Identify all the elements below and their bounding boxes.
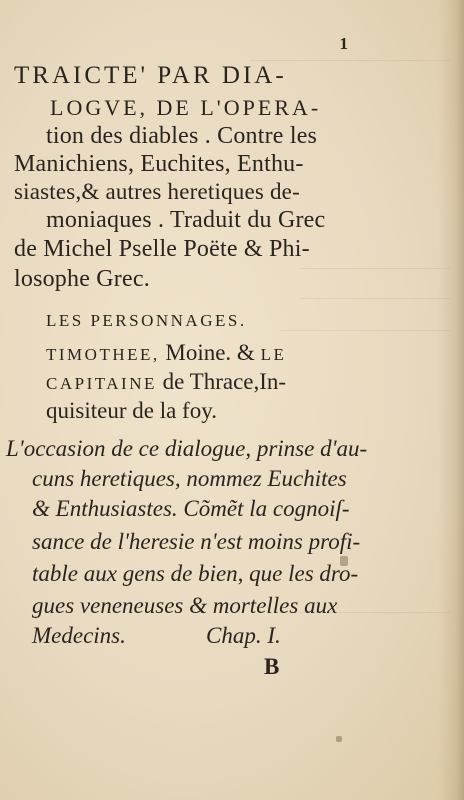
argument-line-6: gues veneneuses & mortelles aux bbox=[32, 593, 338, 618]
character-line-2 bbox=[46, 370, 286, 393]
page-number: 1 bbox=[339, 34, 348, 53]
bleed-through-line bbox=[300, 268, 450, 269]
bleed-through-line bbox=[250, 60, 450, 61]
character-desc: de Thrace,In- bbox=[162, 369, 287, 394]
character-line-1 bbox=[46, 341, 286, 364]
character-desc: Moine. & bbox=[165, 340, 255, 365]
title-line-2: LOGVE, DE L'OPERA- bbox=[50, 95, 322, 120]
argument-line-7-right: Chap. I. bbox=[206, 623, 281, 648]
character-article: LE bbox=[260, 345, 287, 364]
title-line-6: moniaques . Traduit du Grec bbox=[46, 207, 326, 233]
signature-mark: B bbox=[264, 654, 280, 679]
title-line-1: TRAICTE' PAR DIA- bbox=[14, 62, 287, 89]
title-line-8: losophe Grec. bbox=[14, 266, 150, 292]
argument-line-5: table aux gens de bien, que les dro- bbox=[32, 561, 359, 586]
argument-line-4: sance de l'heresie n'est moins profi- bbox=[32, 529, 361, 554]
character-name-timothee: TIMOTHEE, bbox=[46, 345, 160, 364]
character-name-capitaine: CAPITAINE bbox=[46, 374, 157, 393]
title-line-5: siastes,& autres heretiques de- bbox=[14, 179, 300, 204]
argument-line-1: L'occasion de ce dialogue, prinse d'au- bbox=[6, 436, 368, 461]
argument-line-3: & Enthusiastes. Cõmẽt la cognoiſ- bbox=[32, 496, 350, 521]
title-line-7: de Michel Pselle Poëte & Phi- bbox=[14, 236, 310, 262]
ink-smudge bbox=[336, 736, 342, 742]
argument-line-7-left: Medecins. bbox=[32, 623, 126, 648]
argument-line-2: cuns heretiques, nommez Euchites bbox=[32, 466, 347, 491]
ink-smudge bbox=[340, 556, 348, 566]
gutter-shadow bbox=[438, 0, 464, 800]
title-line-4: Manichiens, Euchites, Enthu- bbox=[14, 151, 304, 177]
bleed-through-line bbox=[280, 330, 450, 331]
bleed-through-line bbox=[300, 298, 450, 299]
personnages-heading: LES PERSONNAGES. bbox=[46, 311, 247, 330]
title-line-3: tion des diables . Contre les bbox=[46, 123, 318, 149]
character-line-3: quisiteur de la foy. bbox=[46, 398, 217, 423]
